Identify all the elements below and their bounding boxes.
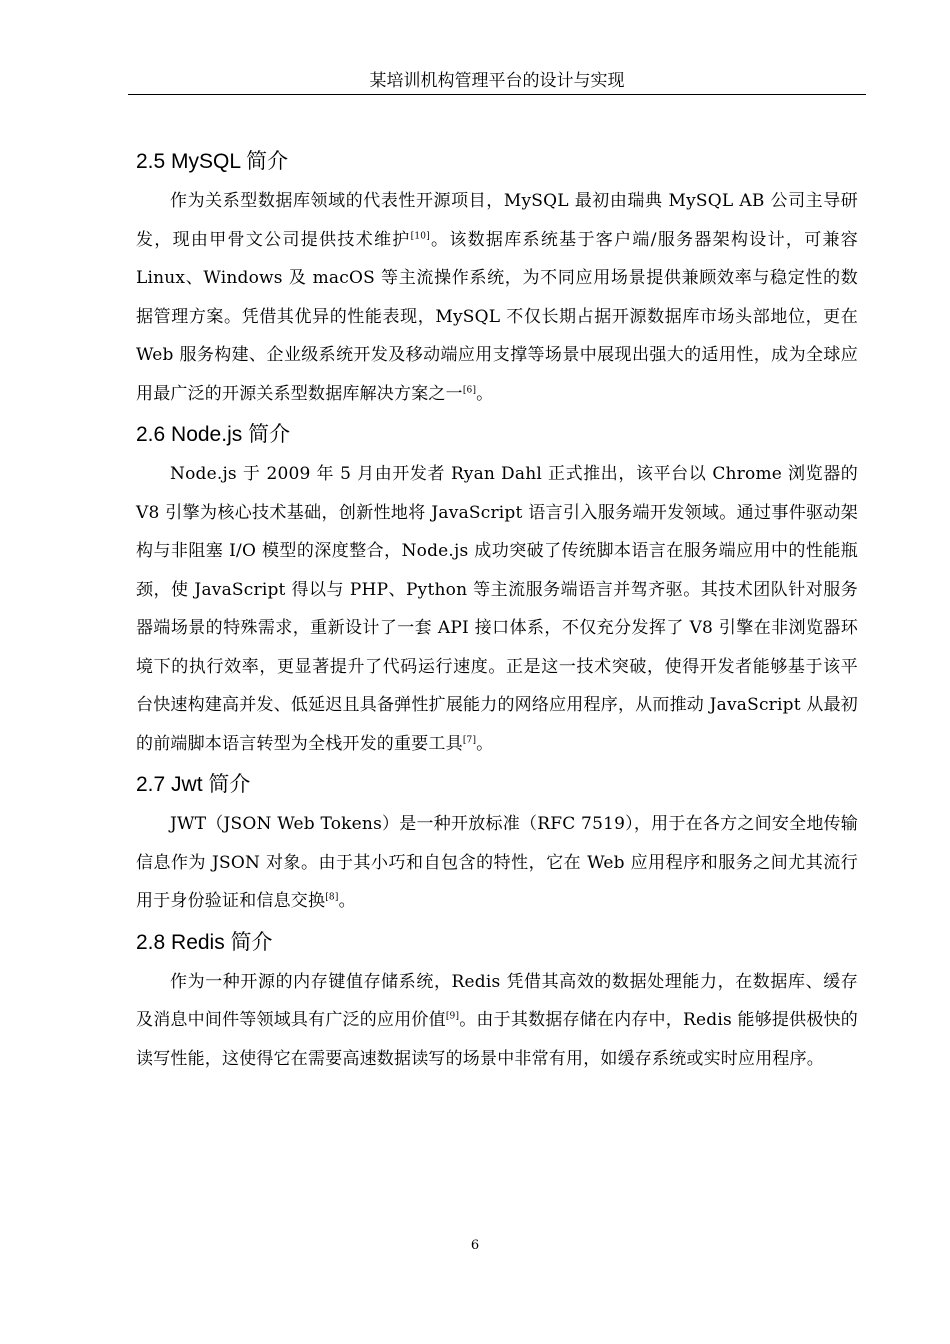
paragraph-text: 。该数据库系统基于客户端/服务器架构设计，可兼容 Linux、Windows 及 macOS 等主流操作系统，为不同应用场景提供兼顾效率与稳定性的数据管理方案。凭借其优异的性能表现，MySQL 不仅长期占据开源数据库市场头部地位，更在 Web 服务构建、企业级系统开发及移动端应用支撑等场景中展现出强大的适用性，成为全球应用最广泛的开源关系型数据库解决方案之一 xyxy=(136,229,859,404)
section-nodejs xyxy=(136,415,858,763)
page-header xyxy=(128,68,866,95)
section-heading: 2.5 MySQL 简介 xyxy=(136,150,289,173)
citation-ref: [8] xyxy=(325,892,339,903)
body-paragraph xyxy=(136,963,858,1079)
section-redis xyxy=(136,923,858,1079)
body-paragraph xyxy=(136,182,858,413)
citation-ref: [6] xyxy=(462,384,477,395)
citation-ref: [10] xyxy=(410,230,430,241)
section-heading: 2.8 Redis 简介 xyxy=(136,930,273,954)
main-content xyxy=(136,142,858,1080)
paragraph-text: 作为关系型数据库领域的代表性开源项目，MySQL 最初由瑞典 MySQL AB 公司主导研发，现由甲骨文公司提供技术维护 xyxy=(136,191,858,250)
paragraph-text: JWT（JSON Web Tokens）是一种开放标准（RFC 7519），用于在各方之间安全地传输信息作为 JSON 对象。由于其小巧和自包含的特性，它在 Web 应用程序和服务之间尤其流行用于身份验证和信息交换 xyxy=(136,814,858,911)
section-jwt xyxy=(136,765,858,921)
paragraph-text: Node.js 于 2009 年 5 月由开发者 Ryan Dahl 正式推出，该平台以 Chrome 浏览器的 V8 引擎为核心技术基础，创新性地将 JavaScript 语言引入服务端开发领域。通过事件驱动架构与非阻塞 I/O 模型的深度整合，Node.js 成功突破了传统脚本语言在服务端应用中的性能瓶颈，使 JavaScript 得以与 PHP、Python 等主流服务端语言并驾齐驱。其技术团队针对服务器端场景的特殊需求，重新设计了一套 API 接口体系，不仅充分发挥了 V8 引擎在非浏览器环境下的执行效率，更显著提升了代码运行速度。正是这一技术突破，使得开发者能够基于该平台快速构建高并发、低延迟且具备弹性扩展能力的网络应用程序，从而推动 JavaScript 从最初的前端脚本语言转型为全栈开发的重要工具 xyxy=(136,464,858,754)
page-number: 6 xyxy=(470,1238,480,1253)
body-paragraph xyxy=(136,455,858,763)
document-title: 某培训机构管理平台的设计与实现 xyxy=(369,71,625,91)
citation-ref: [9] xyxy=(445,1011,460,1022)
paragraph-text: 。 xyxy=(476,733,494,754)
section-heading: 2.6 Node.js 简介 xyxy=(136,423,291,446)
paragraph-text: 。 xyxy=(338,891,356,911)
section-mysql xyxy=(136,142,858,413)
paragraph-text: 。 xyxy=(476,383,494,404)
body-paragraph xyxy=(136,805,858,921)
citation-ref: [7] xyxy=(462,734,477,745)
section-heading: 2.7 Jwt 简介 xyxy=(136,773,251,796)
paragraph-text: 作为一种开源的内存键值存储系统，Redis 凭借其高效的数据处理能力，在数据库、缓存及消息中间件等领域具有广泛的应用价值 xyxy=(136,971,858,1030)
paragraph-text: 。由于其数据存储在内存中，Redis 能够提供极快的读写性能，这使得它在需要高速数据读写的场景中非常有用，如缓存系统或实时应用程序。 xyxy=(136,1010,858,1069)
